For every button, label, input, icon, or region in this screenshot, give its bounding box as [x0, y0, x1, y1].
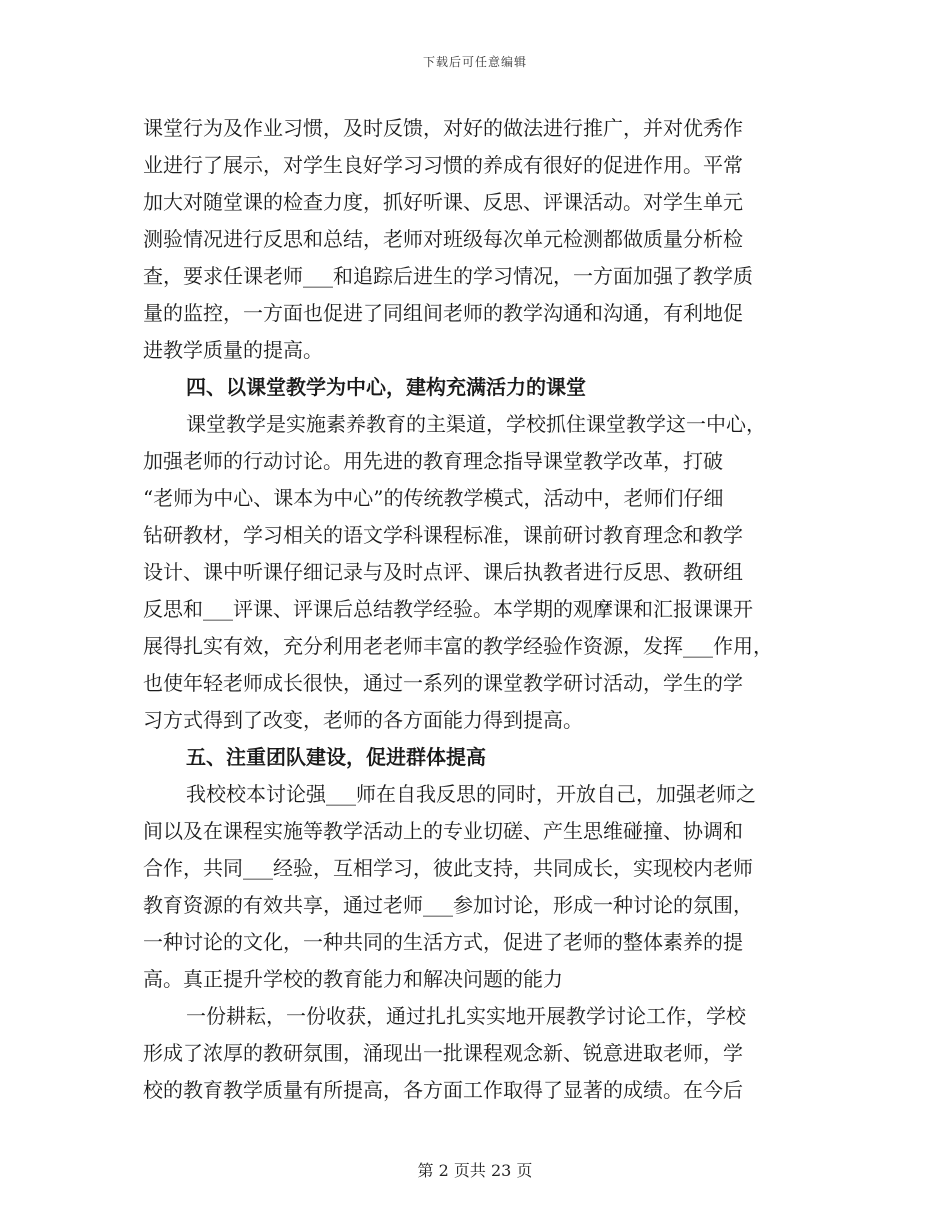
- paragraph-line: 加大对随堂课的检查力度，抓好听课、反思、评课活动。对学生单元: [143, 190, 743, 214]
- page-footer: 第 2 页共 23 页: [417, 1161, 533, 1180]
- paragraph-line: 进教学质量的提高。: [143, 338, 323, 362]
- paragraph-line: 反思和___评课、评课后总结教学经验。本学期的观摩课和汇报课课开: [143, 597, 753, 621]
- paragraph-line: 加强老师的行动讨论。用先进的教育理念指导课堂教学改革，打破: [143, 449, 723, 473]
- paragraph-line: 我校校本讨论强___师在自我反思的同时，开放自己，加强老师之: [186, 782, 756, 806]
- paragraph-line: 校的教育教学质量有所提高，各方面工作取得了显著的成绩。在今后: [143, 1078, 743, 1102]
- paragraph-line: 钻研教材，学习相关的语文学科课程标准，课前研讨教育理念和教学: [143, 523, 743, 547]
- paragraph-line: 课堂教学是实施素养教育的主渠道，学校抓住课堂教学这一中心，: [186, 412, 766, 436]
- paragraph-line: 合作，共同___经验，互相学习，彼此支持，共同成长，实现校内老师: [143, 856, 753, 880]
- paragraph-line: 习方式得到了改变，老师的各方面能力得到提高。: [143, 708, 583, 732]
- paragraph-line: “老师为中心、课本为中心”的传统教学模式，活动中，老师们仔细: [143, 486, 724, 510]
- paragraph-line: 一种讨论的文化，一种共同的生活方式，促进了老师的整体素养的提: [143, 930, 743, 954]
- paragraph-line: 教育资源的有效共享，通过老师___参加讨论，形成一种讨论的氛围，: [143, 893, 753, 917]
- paragraph-line: 形成了浓厚的教研氛围，涌现出一批课程观念新、锐意进取老师，学: [143, 1041, 743, 1065]
- paragraph-line: 高。真正提升学校的教育能力和解决问题的能力: [143, 967, 563, 991]
- paragraph-line: 业进行了展示，对学生良好学习习惯的养成有很好的促进作用。平常: [143, 153, 743, 177]
- paragraph-line: 展得扎实有效，充分利用老老师丰富的教学经验作资源，发挥___作用，: [143, 634, 773, 658]
- paragraph-line: 一份耕耘，一份收获，通过扎扎实实地开展教学讨论工作，学校: [186, 1004, 746, 1028]
- section-heading: 四、以课堂教学为中心，建构充满活力的课堂: [186, 375, 586, 399]
- body-text: [143, 110, 823, 1109]
- paragraph-line: 间以及在课程实施等教学活动上的专业切磋、产生思维碰撞、协调和: [143, 819, 743, 843]
- section-heading: 五、注重团队建设，促进群体提高: [186, 745, 486, 769]
- page-header: 下载后可任意编辑: [422, 55, 527, 69]
- paragraph-line: 查，要求任课老师___和追踪后进生的学习情况，一方面加强了教学质: [143, 264, 753, 288]
- paragraph-line: 设计、课中听课仔细记录与及时点评、课后执教者进行反思、教研组: [143, 560, 743, 584]
- paragraph-line: 量的监控，一方面也促进了同组间老师的教学沟通和沟通，有利地促: [143, 301, 743, 325]
- paragraph-line: 测验情况进行反思和总结，老师对班级每次单元检测都做质量分析检: [143, 227, 743, 251]
- paragraph-line: 也使年轻老师成长很快，通过一系列的课堂教学研讨活动，学生的学: [143, 671, 743, 695]
- paragraph-line: 课堂行为及作业习惯，及时反馈，对好的做法进行推广，并对优秀作: [143, 116, 743, 140]
